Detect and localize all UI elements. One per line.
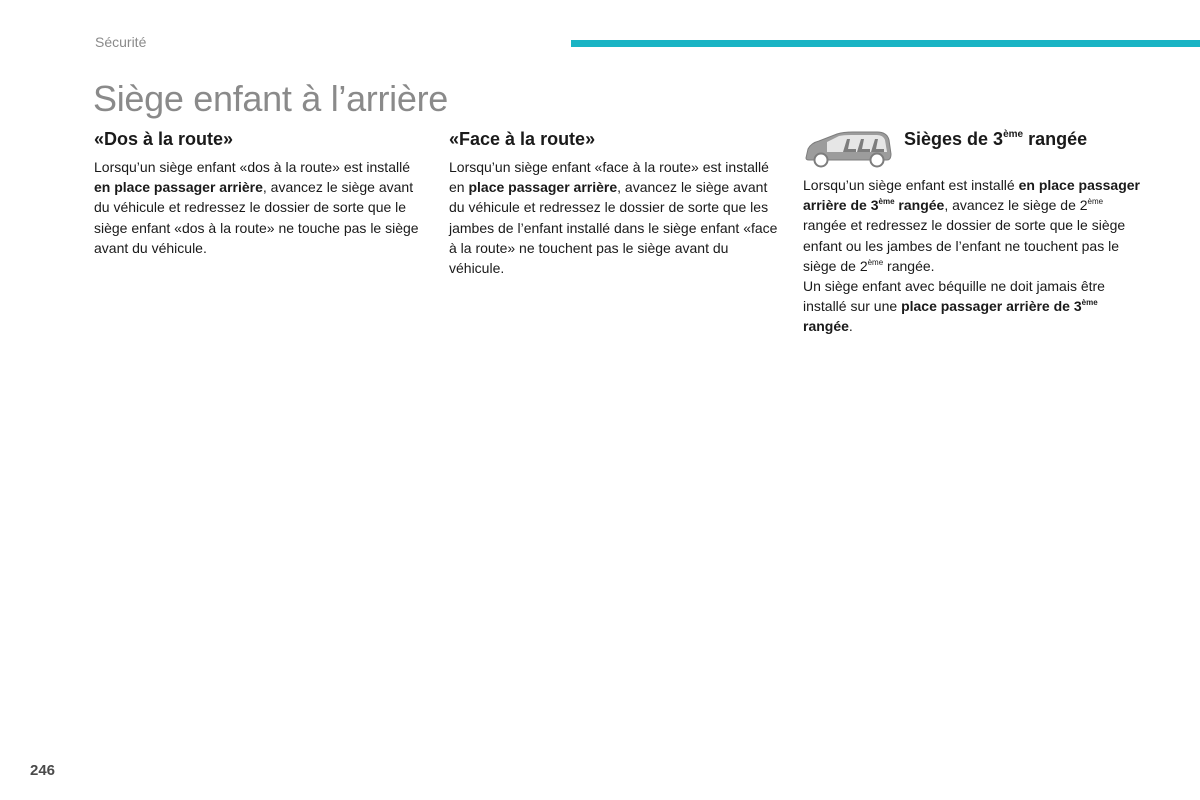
body-text: , avancez le siège avant du véhicule et redressez le dossier de sorte que le siège enfant «dos à la route» ne touche pas le siège avant du véhicule. [94, 179, 419, 256]
body-bold-text: en place passager arrière de 3 [803, 177, 1140, 214]
section-third-row [803, 128, 1143, 337]
section-header [803, 128, 1143, 168]
body-text: , avancez le siège de 2 [944, 197, 1088, 214]
section-rear-facing [94, 128, 429, 258]
section-heading: «Face à la route» [449, 129, 596, 149]
header-accent-bar [571, 40, 1200, 47]
body-text: Lorsqu’un siège enfant «dos à la route» est installé [94, 159, 410, 175]
superscript: ème [1081, 298, 1098, 308]
body-bold-text: place passager arrière de 3 [901, 298, 1082, 315]
section-body [803, 175, 1143, 337]
section-body [94, 157, 429, 258]
superscript: ème [867, 257, 884, 267]
section-heading [904, 128, 1087, 150]
superscript: ème [1087, 197, 1104, 207]
superscript: ème [878, 197, 895, 207]
heading-text: rangée [1023, 129, 1088, 149]
heading-text: Sièges de 3 [904, 129, 1004, 149]
body-text: rangée. [883, 257, 935, 274]
body-text: , avancez le siège avant du véhicule et redressez le dossier de sorte que les jambes de l’enfant installé dans le siège enfant «face à la route» ne touchent pas le siège avant du véhicule. [449, 179, 778, 277]
body-text: rangée et redressez le dossier de sorte que le siège enfant ou les jambes de l’enfant ne touchent pas le siège de 2 [803, 217, 1126, 274]
section-forward-facing [449, 128, 779, 278]
section-body [449, 157, 779, 278]
body-bold-text: rangée [894, 197, 945, 214]
page-number: 246 [30, 762, 56, 779]
body-text: Lorsqu’un siège enfant «face à la route» est installé en [449, 159, 769, 196]
section-label: Sécurité [95, 34, 147, 50]
body-text: Un siège enfant avec béquille ne doit jamais être installé sur une [803, 278, 1105, 315]
body-bold: place passager arrière [468, 179, 618, 196]
section-heading: «Dos à la route» [94, 129, 234, 149]
body-bold-text: rangée [803, 318, 849, 335]
body-text: . [848, 318, 853, 335]
body-bold: en place passager arrière [94, 179, 263, 196]
car-seats-icon [803, 130, 893, 168]
body-text: Lorsqu’un siège enfant est installé [803, 177, 1019, 193]
heading-superscript: ème [1003, 129, 1024, 140]
page-title: Siège enfant à l’arrière [93, 78, 449, 119]
